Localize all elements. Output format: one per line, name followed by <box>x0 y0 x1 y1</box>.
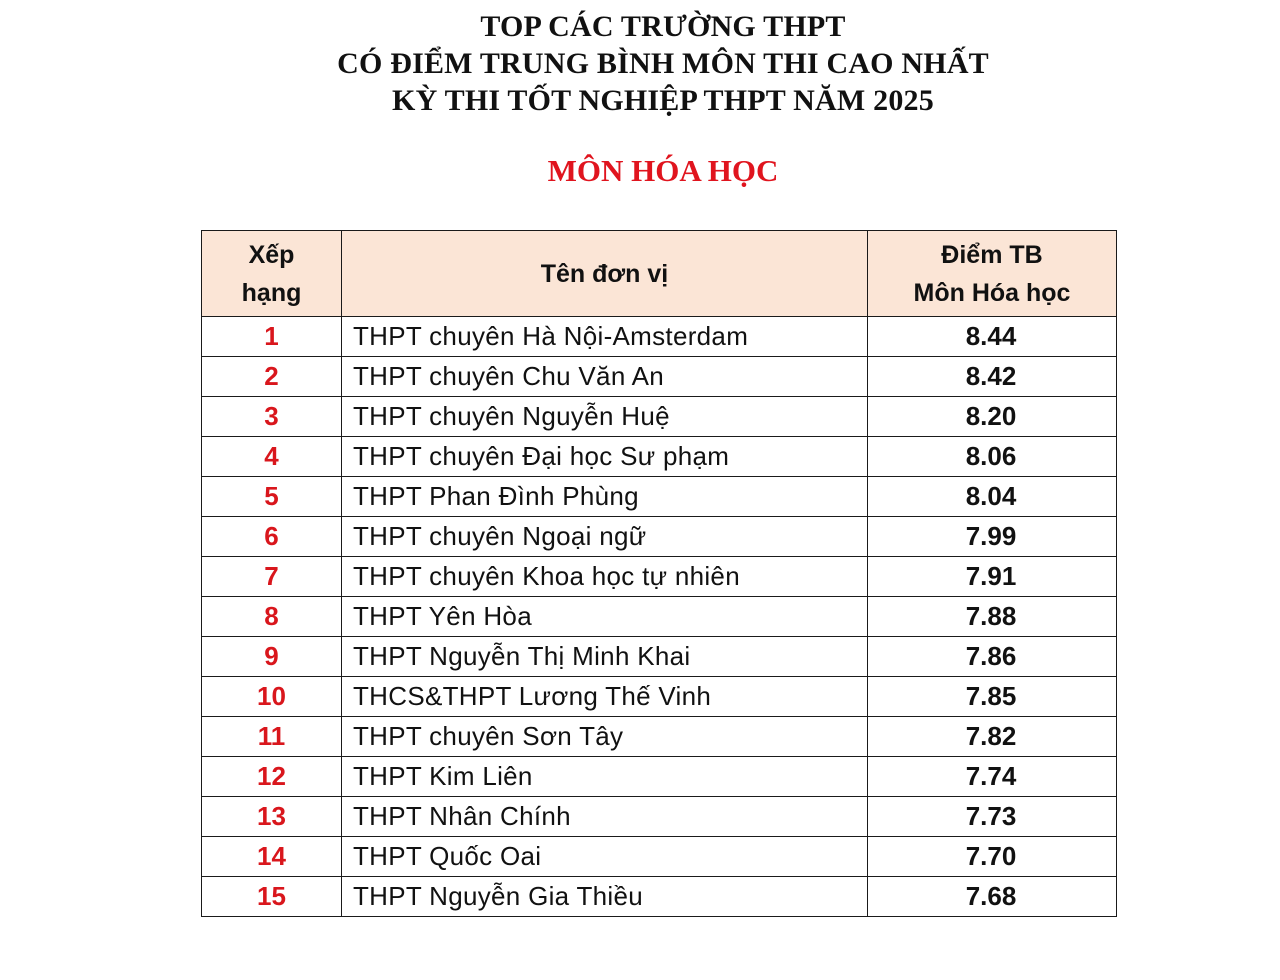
header-rank-line1: Xếp <box>248 240 295 269</box>
header-rank-line2: hạng <box>241 278 302 307</box>
table-row <box>202 877 1117 917</box>
header-score <box>868 231 1117 317</box>
table-header-row <box>202 231 1117 317</box>
score-cell: 7.91 <box>868 557 1117 597</box>
score-cell: 7.86 <box>868 637 1117 677</box>
rank-cell: 10 <box>202 677 342 717</box>
school-name-cell: THPT Yên Hòa <box>342 597 868 637</box>
document-title <box>0 8 1280 119</box>
rank-cell: 5 <box>202 477 342 517</box>
score-cell: 7.68 <box>868 877 1117 917</box>
school-name-cell: THPT chuyên Khoa học tự nhiên <box>342 557 868 597</box>
subject-heading: MÔN HÓA HỌC <box>547 153 779 188</box>
table-row <box>202 437 1117 477</box>
school-name-cell: THPT chuyên Chu Văn An <box>342 357 868 397</box>
table-row <box>202 757 1117 797</box>
rank-cell: 11 <box>202 717 342 757</box>
title-line-3: KỲ THI TỐT NGHIỆP THPT NĂM 2025 <box>392 84 934 117</box>
school-name-cell: THPT chuyên Hà Nội-Amsterdam <box>342 317 868 357</box>
table-row <box>202 677 1117 717</box>
score-cell: 8.20 <box>868 397 1117 437</box>
score-cell: 8.04 <box>868 477 1117 517</box>
table-row <box>202 837 1117 877</box>
score-cell: 7.88 <box>868 597 1117 637</box>
school-name-cell: THPT Kim Liên <box>342 757 868 797</box>
school-name-cell: THPT chuyên Ngoại ngữ <box>342 517 868 557</box>
rank-cell: 8 <box>202 597 342 637</box>
table-row <box>202 317 1117 357</box>
score-cell: 8.44 <box>868 317 1117 357</box>
rank-cell: 3 <box>202 397 342 437</box>
table-row <box>202 557 1117 597</box>
table-row <box>202 477 1117 517</box>
rank-cell: 9 <box>202 637 342 677</box>
rank-cell: 12 <box>202 757 342 797</box>
school-name-cell: THPT Nguyễn Gia Thiều <box>342 877 868 917</box>
table-row <box>202 797 1117 837</box>
rank-cell: 15 <box>202 877 342 917</box>
rank-cell: 4 <box>202 437 342 477</box>
table-row <box>202 397 1117 437</box>
title-line-2: CÓ ĐIỂM TRUNG BÌNH MÔN THI CAO NHẤT <box>337 47 989 80</box>
score-cell: 7.74 <box>868 757 1117 797</box>
rank-cell: 7 <box>202 557 342 597</box>
header-score-line1: Điểm TB <box>941 240 1043 269</box>
rank-cell: 13 <box>202 797 342 837</box>
header-rank <box>202 231 342 317</box>
school-name-cell: THPT chuyên Đại học Sư phạm <box>342 437 868 477</box>
table-row <box>202 597 1117 637</box>
school-name-cell: THCS&THPT Lương Thế Vinh <box>342 677 868 717</box>
school-name-cell: THPT chuyên Sơn Tây <box>342 717 868 757</box>
title-line-1: TOP CÁC TRƯỜNG THPT <box>480 10 846 43</box>
score-cell: 8.42 <box>868 357 1117 397</box>
rank-cell: 1 <box>202 317 342 357</box>
table-row <box>202 717 1117 757</box>
rank-cell: 14 <box>202 837 342 877</box>
school-name-cell: THPT Phan Đình Phùng <box>342 477 868 517</box>
score-cell: 7.82 <box>868 717 1117 757</box>
school-name-cell: THPT Nhân Chính <box>342 797 868 837</box>
score-cell: 7.73 <box>868 797 1117 837</box>
rank-cell: 6 <box>202 517 342 557</box>
table-row <box>202 357 1117 397</box>
ranking-table-body <box>202 317 1117 917</box>
score-cell: 7.70 <box>868 837 1117 877</box>
score-cell: 7.85 <box>868 677 1117 717</box>
score-cell: 8.06 <box>868 437 1117 477</box>
table-row <box>202 637 1117 677</box>
ranking-table <box>201 230 1117 917</box>
header-name: Tên đơn vị <box>342 231 868 317</box>
school-name-cell: THPT Quốc Oai <box>342 837 868 877</box>
school-name-cell: THPT Nguyễn Thị Minh Khai <box>342 637 868 677</box>
rank-cell: 2 <box>202 357 342 397</box>
school-name-cell: THPT chuyên Nguyễn Huệ <box>342 397 868 437</box>
score-cell: 7.99 <box>868 517 1117 557</box>
table-row <box>202 517 1117 557</box>
header-score-line2: Môn Hóa học <box>913 278 1071 307</box>
